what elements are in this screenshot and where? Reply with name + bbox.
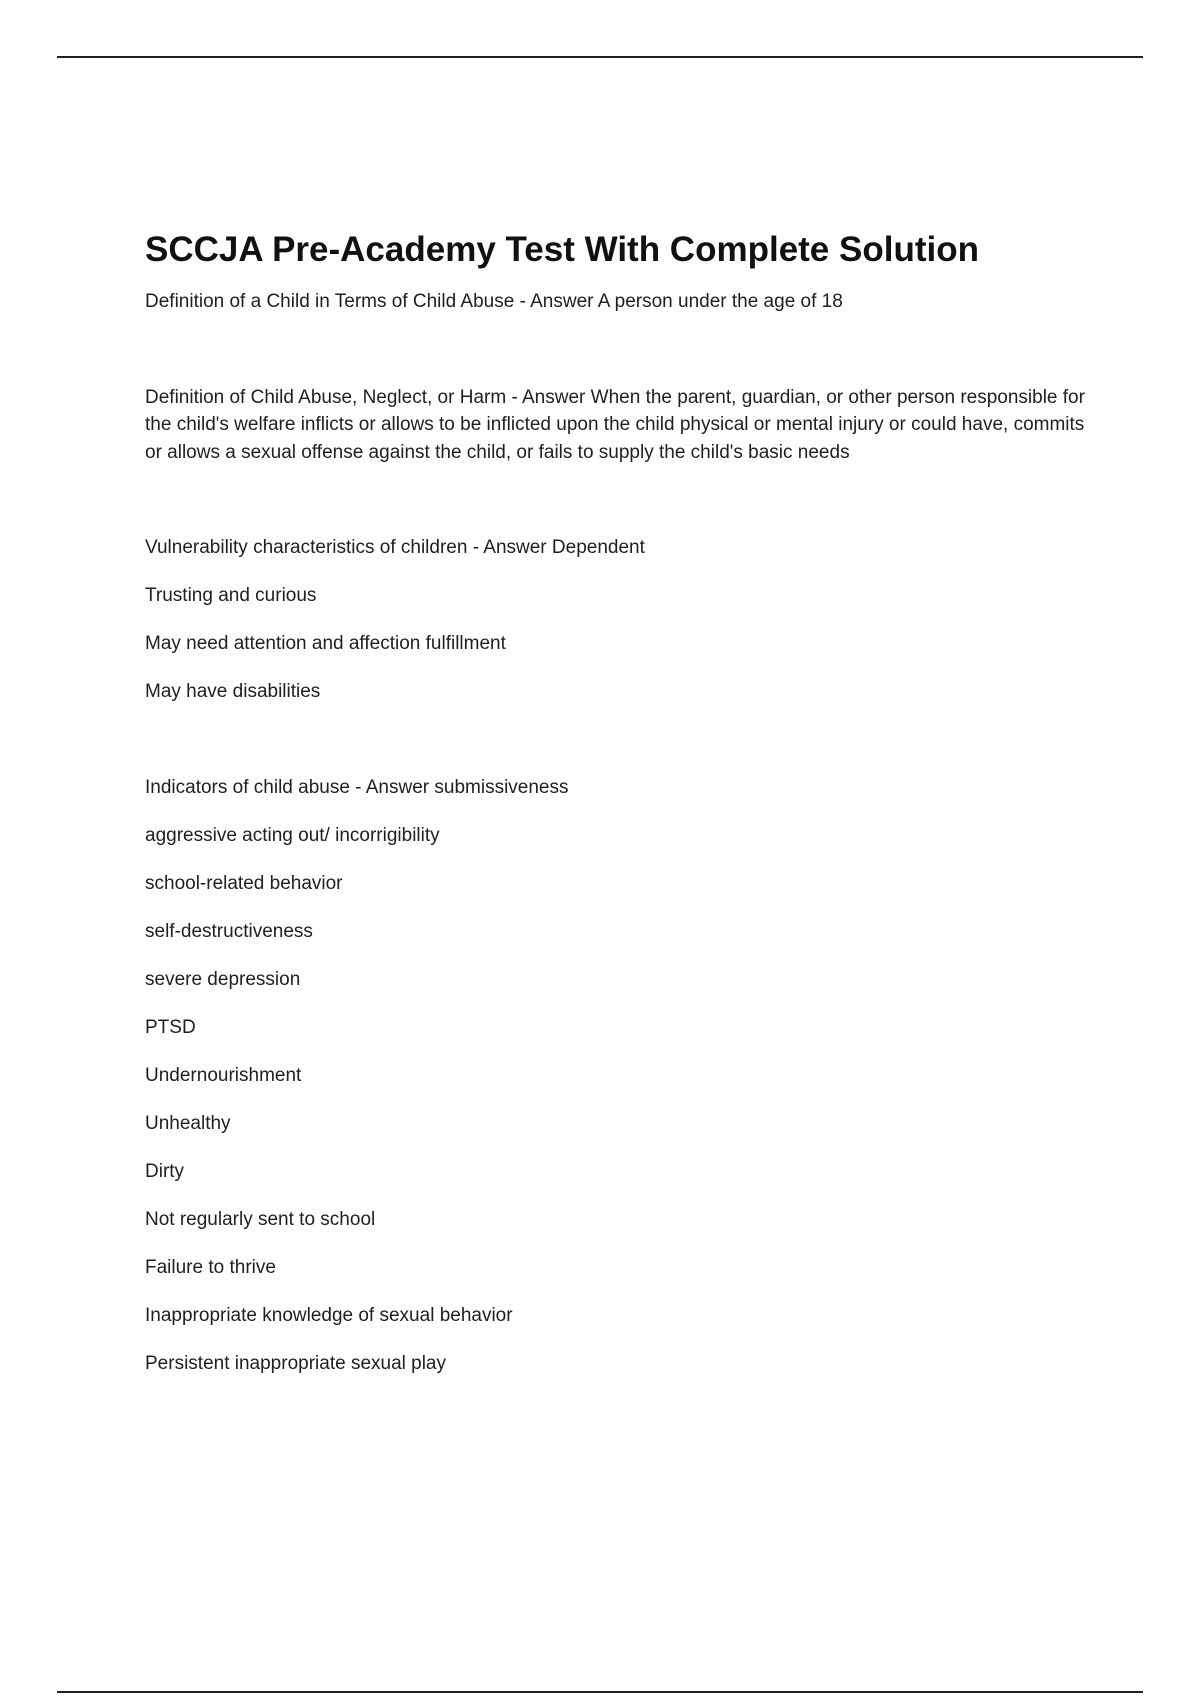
answer-line: May need attention and affection fulfillment bbox=[145, 633, 506, 654]
qa-first-line bbox=[145, 384, 1095, 467]
answer-line: severe depression bbox=[145, 968, 301, 990]
answer-line: Trusting and curious bbox=[145, 585, 317, 606]
qa-first-line bbox=[145, 774, 1095, 802]
qa-item-abuse-definition bbox=[145, 384, 1095, 467]
answer-line: school-related behavior bbox=[145, 872, 343, 894]
qa-first-line bbox=[145, 534, 1095, 562]
answer-separator: - Answer bbox=[467, 537, 552, 558]
answer-text: Dependent bbox=[551, 537, 645, 558]
footer-rule bbox=[57, 1691, 1143, 1693]
qa-item-indicators bbox=[145, 774, 1095, 1378]
answer-line: May have disabilities bbox=[145, 681, 321, 702]
answer-line: Not regularly sent to school bbox=[145, 1208, 376, 1230]
answer-separator: - Answer bbox=[506, 386, 591, 408]
answer-line: aggressive acting out/ incorrigibility bbox=[145, 824, 440, 846]
answer-line: PTSD bbox=[145, 1016, 196, 1038]
qa-first-line bbox=[145, 288, 1095, 316]
document-body bbox=[145, 224, 1095, 1377]
answer-line: Inappropriate knowledge of sexual behavior bbox=[145, 1304, 513, 1326]
question-text: Indicators of child abuse bbox=[145, 776, 350, 798]
answer-separator: - Answer bbox=[514, 291, 598, 312]
question-text: Definition of Child Abuse, Neglect, or Harm bbox=[145, 386, 507, 408]
answer-text: submissiveness bbox=[434, 776, 569, 798]
answer-line: Unhealthy bbox=[145, 1112, 231, 1134]
answer-text: When the parent, guardian, or other person responsible for the child's welfare inflicts or allows to be inflicted upon the child physical or mental injury or could have, commits or allows a sexual offense against the child, or fails to supply the child's basic needs bbox=[145, 386, 1085, 463]
question-text: Vulnerability characteristics of children bbox=[145, 537, 468, 558]
answer-text: A person under the age of 18 bbox=[597, 291, 843, 312]
answer-line: Undernourishment bbox=[145, 1064, 302, 1086]
qa-item-child-definition bbox=[145, 288, 1095, 316]
answer-line: Dirty bbox=[145, 1160, 185, 1182]
answer-line: Failure to thrive bbox=[145, 1256, 276, 1278]
qa-item-vulnerability bbox=[145, 534, 1095, 706]
answer-separator: - Answer bbox=[349, 776, 435, 798]
answer-line: Persistent inappropriate sexual play bbox=[145, 1352, 447, 1374]
document-title: SCCJA Pre-Academy Test With Complete Solution bbox=[145, 230, 979, 269]
header-rule bbox=[57, 56, 1143, 58]
answer-line: self-destructiveness bbox=[145, 920, 313, 942]
question-text: Definition of a Child in Terms of Child Abuse bbox=[145, 291, 515, 312]
